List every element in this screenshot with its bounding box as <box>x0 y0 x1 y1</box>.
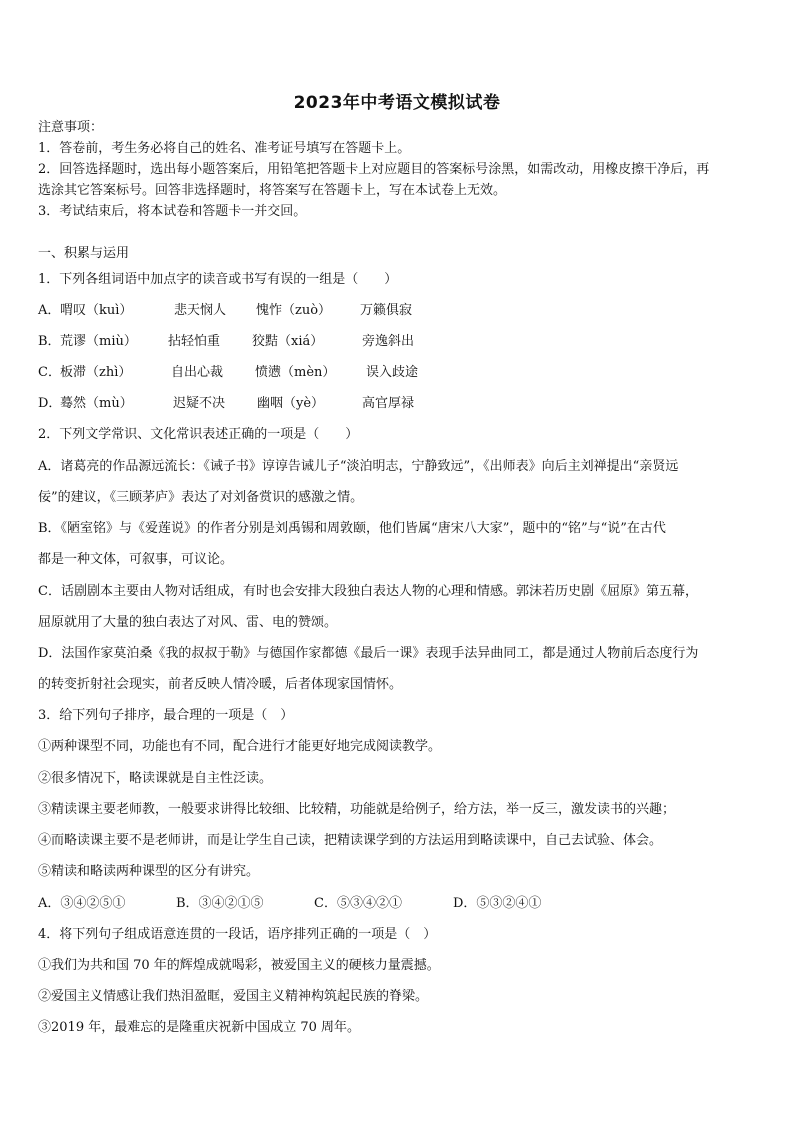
option-word: 万籁俱寂 <box>360 303 413 318</box>
q2-option-a-line-2: 佞”的建议，《三顾茅庐》表达了对刘备赏识的感激之情。 <box>38 490 364 505</box>
q4-sentence-1: ①我们为共和国 70 年的辉煌成就喝彩，被爱国主义的硬核力量震撼。 <box>38 958 440 973</box>
q3-sentence-4: ④而略读课主要不是老师讲，而是让学生自己读，把精读课学到的方法运用到略读课中，自己去试验、体会。 <box>38 833 663 848</box>
option-word: 悲天悯人 <box>174 303 227 318</box>
option-word: 狡黠（xiá） <box>252 334 324 349</box>
option-word: 喟叹（kuì） <box>60 303 133 318</box>
q2-option-c-line-2: 屈原就用了大量的独白表达了对风、雷、电的赞颂。 <box>38 615 338 630</box>
q2-option-b-line-2: 都是一种文体，可叙事，可议论。 <box>38 552 234 567</box>
q3-option-b: B．③④②①⑤ <box>176 896 264 911</box>
page-title: 2023年中考语文模拟试卷 <box>293 93 501 113</box>
option-word: 自出心裁 <box>171 365 224 380</box>
q4-sentence-2: ②爱国主义情感让我们热泪盈眶，爱国主义精神构筑起民族的脊梁。 <box>38 989 429 1004</box>
q3-option-d: D．⑤③②④① <box>453 896 542 911</box>
section-heading: 一、积累与运用 <box>38 246 130 261</box>
q4-stem: 4．将下列句子组成语意连贯的一段话，语序排列正确的一项是（ ） <box>38 927 437 942</box>
q1-stem: 1．下列各组词语中加点字的读音或书写有误的一组是（ ） <box>38 272 398 287</box>
q2-stem: 2．下列文学常识、文化常识表述正确的一项是（ ） <box>38 427 359 442</box>
q3-options <box>38 895 758 913</box>
q3-stem: 3．给下列句子排序，最合理的一项是（ ） <box>38 708 294 723</box>
q2-option-d-line-2: 的转变折射社会现实，前者反映人情冷暖，后者体现家国情怀。 <box>38 677 403 692</box>
q3-sentence-3: ③精读课主要老师教，一般要求讲得比较细、比较精，功能就是给例子，给方法，举一反三，激发读书的兴趣； <box>38 802 676 817</box>
q3-sentence-1: ①两种课型不同，功能也有不同，配合进行才能更好地完成阅读教学。 <box>38 739 442 754</box>
notice-heading: 注意事项： <box>38 120 104 135</box>
q3-option-a: A．③④②⑤① <box>38 896 126 911</box>
option-word: 板滞（zhì） <box>60 365 132 380</box>
option-word: 拈轻怕重 <box>168 334 221 349</box>
q2-option-b-line-1: B．《陋室铭》与《爱莲说》的作者分别是刘禹锡和周敦颐，他们皆属“唐宋八大家”，题中的“铭”与“说”在古代 <box>38 521 666 536</box>
notice-item-2-line-2: 选涂其它答案标号。回答非选择题时，将答案写在答题卡上，写在本试卷上无效。 <box>38 183 507 198</box>
option-word: 荒谬（miù） <box>60 334 137 349</box>
option-word: 旁逸斜出 <box>362 334 415 349</box>
option-label: C． <box>38 365 61 380</box>
option-word: 迟疑不决 <box>173 396 226 411</box>
notice-item-2-line-1: 2．回答选择题时，选出每小题答案后，用铅笔把答题卡上对应题目的答案标号涂黑，如需改动，用橡皮擦干净后，再 <box>38 162 710 177</box>
q3-sentence-5: ⑤精读和略读两种课型的区分有讲究。 <box>38 864 260 879</box>
q2-option-a-line-1: A．诸葛亮的作品源远流长：《诫子书》谆谆告诫儿子“淡泊明志，宁静致远”，《出师表》向后主刘禅提出“亲贤远 <box>38 459 679 474</box>
option-word: 蓦然（mù） <box>60 396 133 411</box>
q3-option-c: C．⑤③④②① <box>314 896 402 911</box>
q2-option-d-line-1: D．法国作家莫泊桑《我的叔叔于勒》与德国作家都德《最后一课》表现手法异曲同工，都是通过人物前后态度行为 <box>38 646 699 661</box>
option-label: A． <box>38 303 61 318</box>
q3-sentence-2: ②很多情况下，略读课就是自主性泛读。 <box>38 771 273 786</box>
option-word: 幽咽（yè） <box>257 396 325 411</box>
q1-option-a <box>38 302 758 320</box>
option-label: B． <box>38 334 61 349</box>
q1-option-c <box>38 364 758 382</box>
option-word: 误入歧途 <box>366 365 419 380</box>
notice-item-3: 3．考试结束后，将本试卷和答题卡一并交回。 <box>38 204 307 219</box>
option-word: 高官厚禄 <box>362 396 415 411</box>
option-word: 愧怍（zuò） <box>256 303 332 318</box>
q1-option-d <box>38 395 758 413</box>
option-word: 愤懑（mèn） <box>255 365 336 380</box>
q4-sentence-3: ③2019 年，最难忘的是隆重庆祝新中国成立 70 周年。 <box>38 1020 361 1035</box>
q2-option-c-line-1: C．话剧剧本主要由人物对话组成，有时也会安排大段独白表达人物的心理和情感。郭沫若历史剧《屈原》第五幕， <box>38 584 698 599</box>
notice-item-1: 1．答卷前，考生务必将自己的姓名、准考证号填写在答题卡上。 <box>38 141 411 156</box>
option-label: D． <box>38 396 62 411</box>
q1-option-b <box>38 333 758 351</box>
